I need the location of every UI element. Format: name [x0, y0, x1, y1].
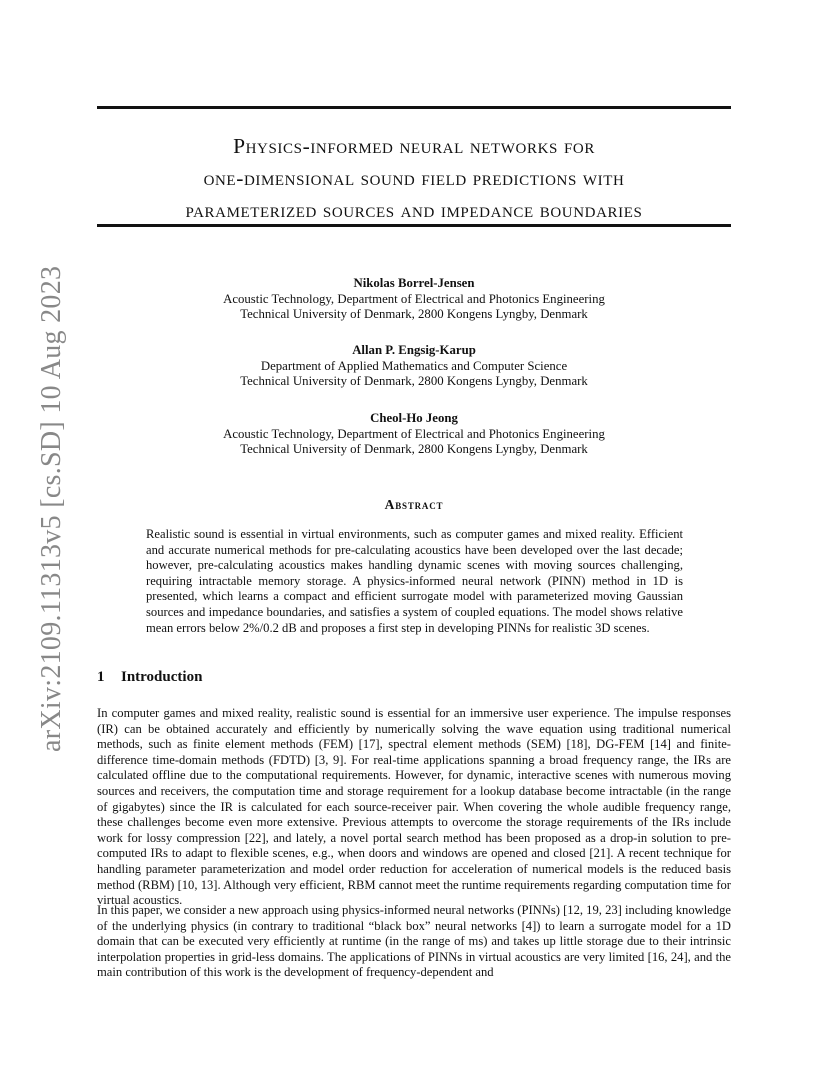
abstract-heading: Abstract [384, 497, 444, 512]
author-affiliation: Department of Applied Mathematics and Computer Science [260, 358, 568, 373]
author-affiliation: Acoustic Technology, Department of Electrical and Photonics Engineering [223, 426, 605, 441]
title-line-3: parameterized sources and impedance boundaries [185, 198, 643, 222]
arxiv-identifier: arXiv:2109.11313v5 [cs.SD] 10 Aug 2023 [36, 265, 67, 752]
author-block-2 [97, 343, 731, 390]
title-line-1: Physics-informed neural networks for [233, 134, 595, 158]
author-affiliation: Technical University of Denmark, 2800 Kongens Lyngby, Denmark [240, 307, 588, 321]
section-number: 1 [97, 669, 105, 685]
title-rule-top [97, 106, 731, 109]
author-block-1 [97, 276, 731, 323]
author-name: Allan P. Engsig-Karup [352, 343, 476, 357]
section-title: Introduction [121, 669, 203, 685]
body-paragraph: In computer games and mixed reality, realistic sound is essential for an immersive user experience. The impulse responses (IR) can be obtained accurately and efficiently by numerically solving the wave equation using traditional numerical methods, such as finite element methods (FEM) [17], spectral element methods (SEM) [18], DG-FEM [14] and finite-difference time-domain methods (FDTD) [3, 9]. For real-time applications spanning a broad frequency range, the IRs are calculated offline due to the computational requirements. However, for dynamic, interactive scenes with numerous moving sources and receivers, the computation time and storage requirement for a lookup database become intractable (in the range of gigabytes) since the IR is calculated for each source-receiver pair. When covering the whole audible frequency range, these challenges become even more extensive. Previous attempts to overcome the storage requirements of the IRs include work for lossy compression [22], and lately, a novel portal search method has been proposed as a drop-in solution to pre-computed IRs to adapt to flexible scenes, e.g., when doors and windows are opened and closed [21]. A recent technique for handling parameter parameterization and model order reduction for acceleration of numerical models is the reduced basis method (RBM) [10, 13]. Although very efficient, RBM cannot meet the runtime requirements regarding computation time for virtual acoustics. [97, 706, 731, 908]
author-affiliation: Technical University of Denmark, 2800 Kongens Lyngby, Denmark [240, 374, 588, 388]
author-affiliation: Acoustic Technology, Department of Electrical and Photonics Engineering [223, 291, 605, 306]
author-affiliation: Technical University of Denmark, 2800 Kongens Lyngby, Denmark [240, 442, 588, 456]
author-name: Cheol-Ho Jeong [370, 411, 458, 425]
body-paragraph: In this paper, we consider a new approach using physics-informed neural networks (PINNs) [12, 19, 23] including knowledge of the underlying physics (in contrary to traditional “black box” neural networks [4]) to learn a surrogate model for a 1D domain that can be executed very efficiently at runtime (in the range of ms) and takes up little storage due to their intrinsic interpolation properties in grid-less domains. The applications of PINNs in virtual acoustics are very limited [16, 24], and the main contribution of this work is the development of frequency-dependent and [97, 903, 731, 980]
paper-title [97, 130, 731, 226]
section-heading [97, 669, 202, 686]
abstract-text: Realistic sound is essential in virtual environments, such as computer games and mixed reality. Efficient and accurate numerical methods for pre-calculating acoustics have been developed over the last decade; however, pre-calculating acoustics makes handling dynamic scenes with moving sources challenging, requiring intractable memory storage. A physics-informed neural network (PINN) method in 1D is presented, which learns a compact and efficient surrogate model with parameterized moving Gaussian sources and impedance boundaries, and satisfies a system of coupled equations. The model shows relative mean errors below 2%/0.2 dB and proposes a first step in developing PINNs for realistic 3D scenes. [146, 527, 683, 635]
title-line-2: one-dimensional sound field predictions with [203, 166, 625, 190]
title-rule-bottom [97, 224, 731, 227]
author-name: Nikolas Borrel-Jensen [353, 276, 475, 290]
author-block-3 [97, 411, 731, 458]
